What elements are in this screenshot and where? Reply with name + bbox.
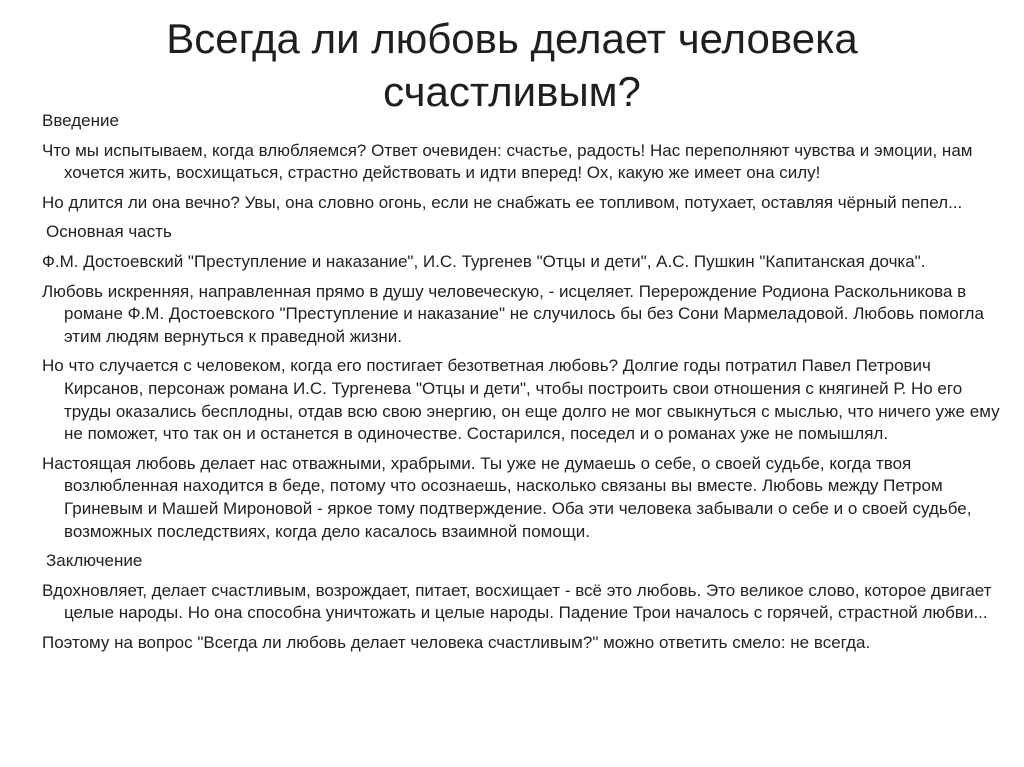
essay-body xyxy=(42,110,1004,661)
main-heading: Основная часть xyxy=(46,222,172,242)
main-paragraph-2: Любовь искренняя, направленная прямо в душу человеческую, - исцеляет. Перерождение Родиона Раскольникова в романе Ф.М. Достоевского "Преступление и наказание" не случилось бы без Сони Мармеладовой. Любовь помогла этим людям вернуться к праведной жизни. xyxy=(42,281,984,346)
intro-paragraph-2: Но длится ли она вечно? Увы, она словно огонь, если не снабжать ее топливом, потухает, оставляя чёрный пепел... xyxy=(42,192,963,212)
slide-title-line-1: Всегда ли любовь делает человека xyxy=(166,15,858,62)
intro-paragraph-1: Что мы испытываем, когда влюбляемся? Ответ очевиден: счастье, радость! Нас переполняют чувства и эмоции, нам хочется жить, восхищаться, страстно действовать и идти вперед! Ох, какую же имеет она силу! xyxy=(42,140,973,183)
main-paragraph-1: Ф.М. Достоевский "Преступление и наказание", И.С. Тургенев "Отцы и дети", А.С. Пушкин "Капитанская дочка". xyxy=(42,251,926,271)
conclusion-heading: Заключение xyxy=(46,551,143,571)
conclusion-paragraph-2: Поэтому на вопрос "Всегда ли любовь делает человека счастливым?" можно ответить смело: не всегда. xyxy=(42,632,871,652)
conclusion-paragraph-1: Вдохновляет, делает счастливым, возрождает, питает, восхищает - всё это любовь. Это великое слово, которое двигает целые народы. Но она способна уничтожать и целые народы. Падение Трои началось с горячей, страстной любви... xyxy=(42,580,992,623)
slide-title-line-2: счастливым? xyxy=(383,68,641,115)
main-paragraph-4: Настоящая любовь делает нас отважными, храбрыми. Ты уже не думаешь о себе, о своей судьбе, когда твоя возлюбленная находится в беде, потому что осознаешь, насколько связаны вы вместе. Любовь между Петром Гриневым и Машей Мироновой - яркое тому подтверждение. Оба эти человека забывали о себе и о своей судьбе, возможных последствиях, когда дело касалось взаимной помощи. xyxy=(42,453,972,541)
intro-heading: Введение xyxy=(42,111,119,130)
slide-title xyxy=(100,12,924,118)
main-paragraph-3: Но что случается с человеком, когда его постигает безответная любовь? Долгие годы потратил Павел Петрович Кирсанов, персонаж романа И.С. Тургенева "Отцы и дети", чтобы построить свои отношения с княгиней Р. Но его труды оказались бесплодны, отдав всю свою энергию, он еще долго не мог свыкнуться с мыслью, что ничего уже ему не поможет, что так он и останется в одиночестве. Состарился, поседел и о романах уже не помышлял. xyxy=(42,356,1000,444)
